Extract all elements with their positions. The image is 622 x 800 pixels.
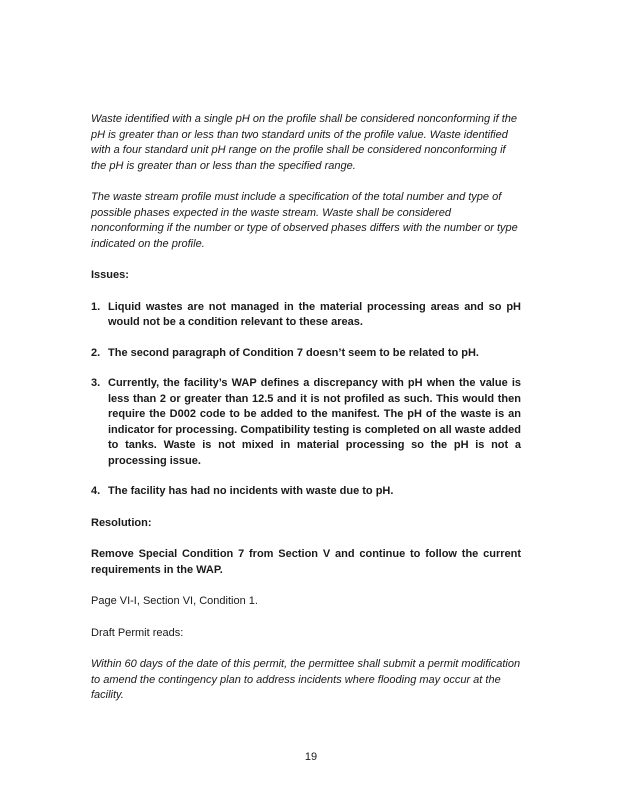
issue-item — [91, 376, 521, 469]
page-reference: Page VI-I, Section VI, Condition 1. — [91, 595, 258, 607]
issue-number: 3. — [91, 377, 101, 389]
ph-nonconforming-paragraph: Waste identified with a single pH on the profile shall be considered nonconforming if the pH is greater than or less than two standard units of the profile value. Waste identified with a four standard unit pH range on the profile shall be considered nonconforming if the pH is greater than or less than the specified range. — [91, 113, 517, 172]
issue-number: 2. — [91, 346, 101, 359]
issue-number: 1. — [91, 300, 101, 313]
draft-permit-label: Draft Permit reads: — [91, 626, 184, 639]
issue-text: The second paragraph of Condition 7 doesn’t seem to be related to pH. — [108, 346, 479, 359]
issue-item — [91, 346, 521, 362]
issue-number: 4. — [91, 485, 101, 497]
issue-text: Liquid wastes are not managed in the material processing areas and so pH would not be a condition relevant to these areas. — [108, 300, 521, 328]
issues-heading: Issues: — [91, 269, 129, 281]
issue-text: The facility has had no incidents with waste due to pH. — [108, 485, 394, 497]
page-number: 19 — [304, 751, 318, 763]
page-content — [91, 112, 521, 704]
issue-item — [91, 300, 521, 331]
resolution-text: Remove Special Condition 7 from Section V and continue to follow the current requirements in the WAP. — [91, 548, 521, 576]
draft-permit-text: Within 60 days of the date of this permit, the permittee shall submit a permit modification to amend the contingency plan to address incidents where flooding may occur at the facility. — [91, 658, 521, 701]
phases-paragraph: The waste stream profile must include a specification of the total number and type of possible phases expected in the waste stream. Waste shall be considered nonconforming if the number or type of observed phases differs with the number or type indicated on the profile. — [91, 191, 518, 250]
issue-item — [91, 484, 521, 500]
issues-list — [91, 300, 521, 500]
resolution-heading: Resolution: — [91, 516, 152, 529]
issue-text: Currently, the facility’s WAP defines a discrepancy with pH when the value is less than 2 or greater than 12.5 and it is not profiled as such. This would then require the D002 code to be added to the manifest. The pH of the waste is an indicator for processing. Compatibility testing is completed on all waste added to tanks. Waste is not mixed in material processing so the pH is not a processing issue. — [108, 377, 521, 467]
